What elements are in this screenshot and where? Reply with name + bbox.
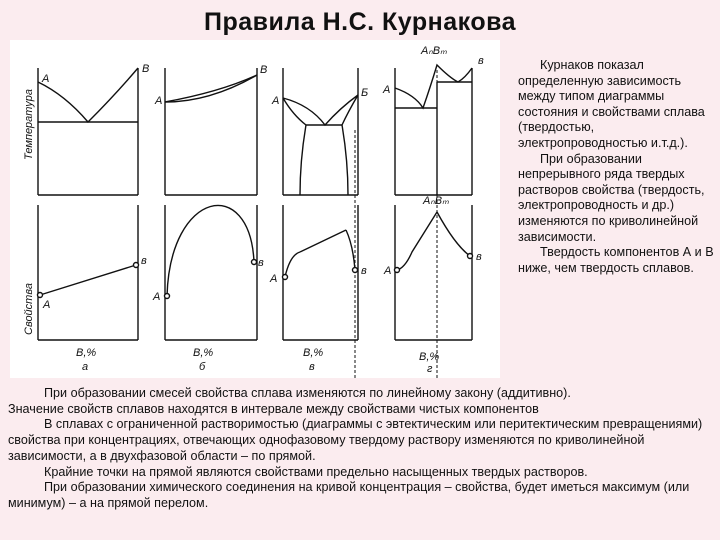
side-paragraph-3: Твердость компонентов А и В ниже, чем твердость сплавов.	[518, 245, 714, 275]
label-a-bottom-a: A	[43, 299, 51, 311]
label-d-bottom-b: в	[476, 251, 482, 263]
temperature-axis-label: Температура	[23, 89, 35, 160]
diagram-canvas	[10, 40, 500, 378]
phase-diagram-b	[165, 68, 257, 195]
phase-diagram-c	[283, 68, 358, 378]
bottom-paragraph-1: При образовании смесей свойства сплава изменяются по линейному закону (аддитивно).	[44, 386, 571, 400]
label-d-top-b: в	[478, 55, 484, 67]
compound-label-top: AₙBₘ	[421, 45, 447, 57]
kurnakov-diagrams	[10, 40, 500, 378]
bottom-paragraph-3: В сплавах с ограниченной растворимостью (диаграммы с эвтектическим или перитектическим превращениями) свойства при концентрациях, отвечающих однофазовому твердому раствору изменяются по криволинейной зависимости, а в двухфазовой области – по прямой.	[8, 417, 703, 463]
x-letter-b: б	[199, 361, 206, 373]
bottom-paragraph-4: Крайние точки на прямой являются свойствами предельно насыщенных твердых растворов.	[44, 464, 588, 479]
label-b-bottom-a: A	[153, 291, 161, 303]
x-letter-c: в	[309, 361, 315, 373]
x-label-d: B,%	[419, 351, 440, 363]
label-c-top-b: Б	[361, 87, 369, 99]
label-a-top-b: B	[142, 63, 150, 75]
label-b-bottom-b: в	[258, 257, 264, 269]
slide-title: Правила Н.С. Курнакова	[203, 8, 517, 36]
label-c-bottom-a: A	[270, 273, 278, 285]
label-c-top-a: A	[272, 95, 280, 107]
property-graph-c	[283, 205, 359, 340]
label-a-bottom-b: в	[141, 255, 147, 267]
side-paragraph-2: При образовании непрерывного ряда твердых растворов свойства (твердость, электропроводность и др.) изменяются по криволинейной зависимости.	[518, 151, 705, 244]
phase-diagram-d	[395, 65, 472, 378]
phase-diagram-a	[38, 68, 138, 195]
x-label-b: B,%	[193, 347, 214, 359]
property-graph-d	[395, 205, 473, 340]
x-label-c: B,%	[303, 347, 324, 359]
x-label-a: B,%	[76, 347, 97, 359]
side-paragraph-1: Курнаков показал определенную зависимость между типом диаграммы состояния и свойствами сплава (твердостью, электропроводностью и.т.д.).	[518, 58, 705, 150]
property-graph-a	[38, 205, 139, 340]
bottom-paragraph-2: Значение свойств сплавов находятся в интервале между свойствами чистых компонентов	[8, 401, 539, 416]
bottom-paragraph-5: При образовании химического соединения на кривой концентрация – свойства, будет иметься максимум (или минимум) – а на прямой перелом.	[8, 480, 690, 510]
label-d-bottom-a: A	[384, 265, 392, 277]
label-b-top-b: B	[260, 64, 268, 76]
x-letter-d: г	[427, 363, 433, 375]
properties-axis-label: Свойства	[23, 283, 35, 335]
label-d-top-a: А	[383, 84, 391, 96]
property-graph-b	[165, 205, 258, 340]
x-letter-a: а	[82, 361, 89, 373]
compound-label-bottom: AₙBₘ	[423, 195, 449, 207]
label-a-top-a: A	[42, 73, 50, 85]
label-c-bottom-b: в	[361, 265, 367, 277]
side-description	[518, 58, 716, 276]
label-b-top-a: A	[155, 95, 163, 107]
bottom-description	[8, 386, 712, 512]
